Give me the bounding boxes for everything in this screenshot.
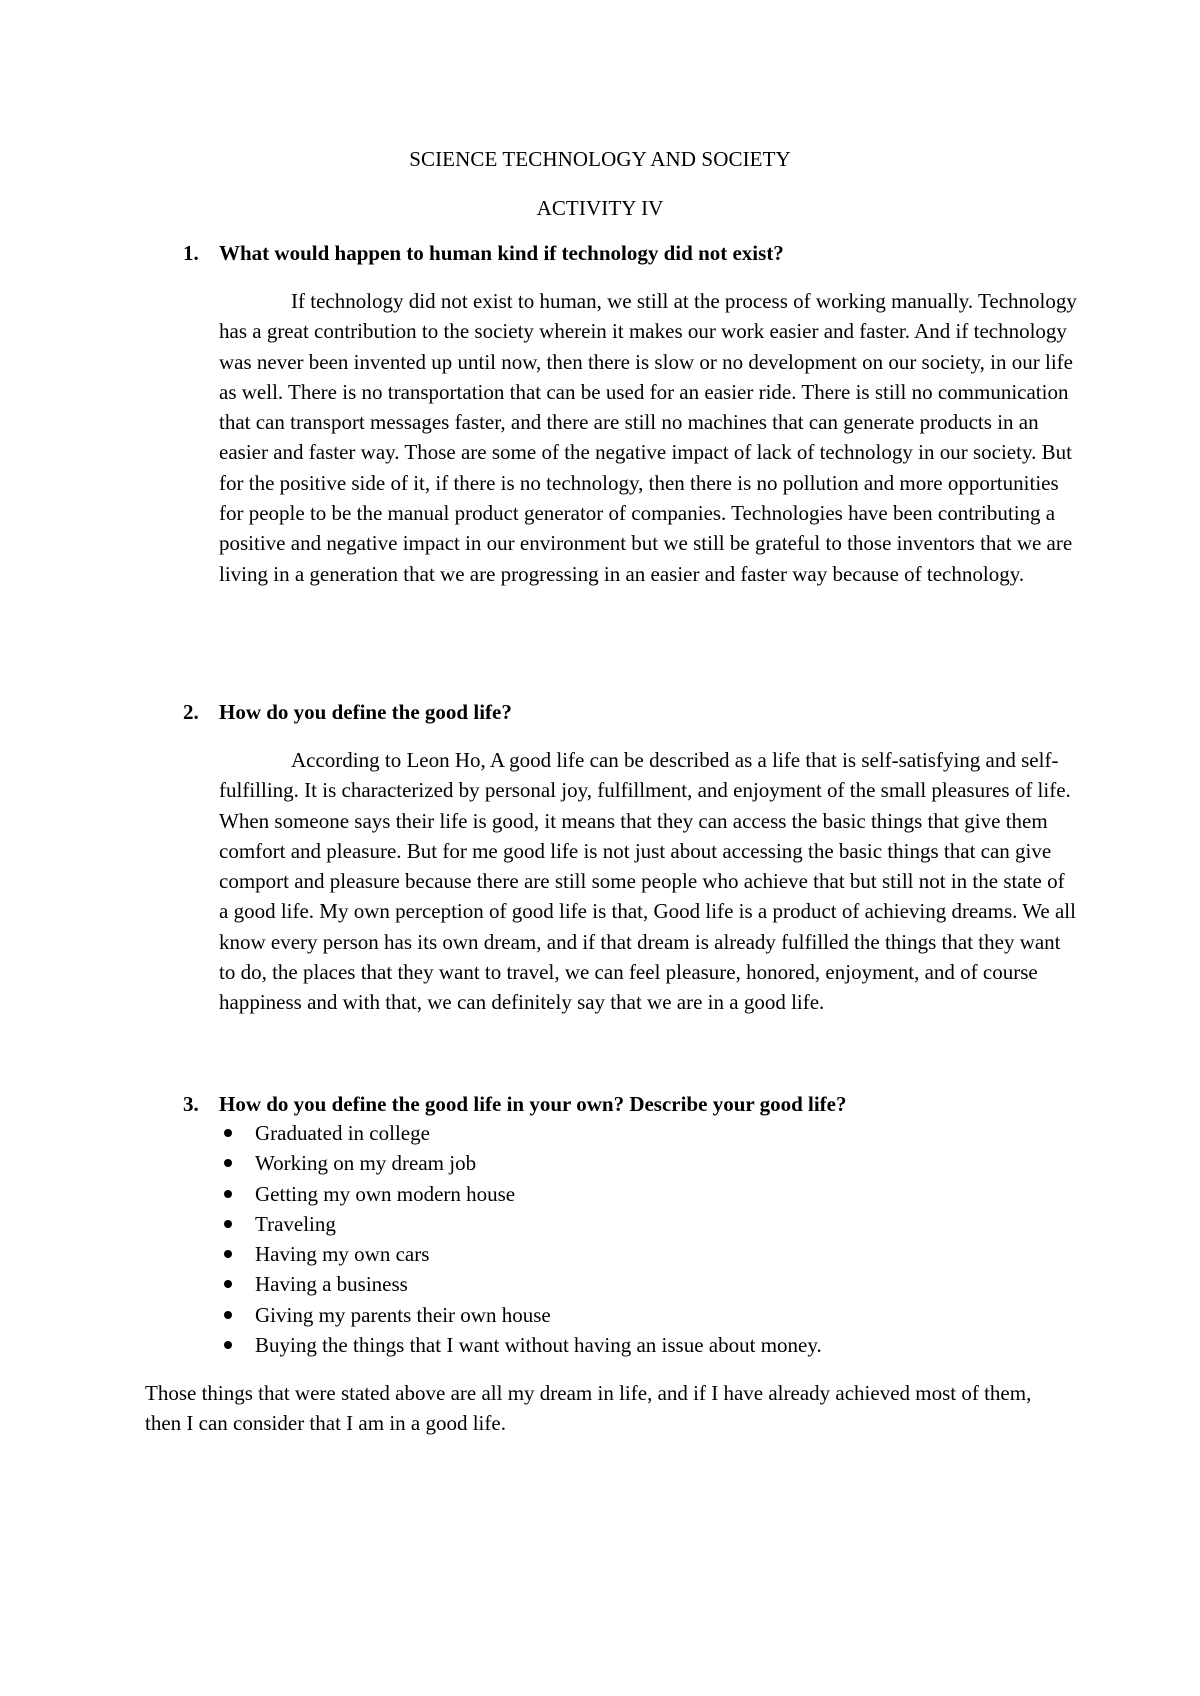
question-text: What would happen to human kind if technology did not exist?	[219, 241, 784, 265]
list-item: Graduated in college	[219, 1118, 822, 1148]
bullet-icon	[224, 1190, 232, 1198]
bullet-icon	[224, 1129, 232, 1137]
question-1	[183, 238, 784, 268]
document-title: SCIENCE TECHNOLOGY AND SOCIETY	[409, 147, 791, 171]
closing-paragraph: Those things that were stated above are all my dream in life, and if I have already achieved most of them, then I can consider that I am in a good life.	[145, 1381, 1032, 1436]
answer-2: According to Leon Ho, A good life can be described as a life that is self-satisfying and self-fulfilling. It is characterized by personal joy, fulfillment, and enjoyment of the small pleasures of life. When someone says their life is good, it means that they can access the basic things that give them comfort and pleasure. But for me good life is not just about accessing the basic things that can give comport and pleasure because there are still some people who achieve that but still not in the state of a good life. My own perception of good life is that, Good life is a product of achieving dreams. We all know every person has its own dream, and if that dream is already fulfilled the things that they want to do, the places that they want to travel, we can feel pleasure, honored, enjoyment, and of course happiness and with that, we can definitely say that we are in a good life.	[219, 748, 1076, 1015]
bullet-icon	[224, 1159, 232, 1167]
question-text: How do you define the good life?	[219, 700, 512, 724]
list-item: Getting my own modern house	[219, 1179, 822, 1209]
list-item: Having a business	[219, 1269, 822, 1299]
list-item: Having my own cars	[219, 1239, 822, 1269]
list-item: Traveling	[219, 1209, 822, 1239]
bullet-icon	[224, 1250, 232, 1258]
question-text: How do you define the good life in your own? Describe your good life?	[219, 1092, 847, 1116]
question-number: 2.	[183, 700, 199, 724]
question-number: 3.	[183, 1092, 199, 1116]
bullet-icon	[224, 1341, 232, 1349]
bullet-icon	[224, 1220, 232, 1228]
question-number: 1.	[183, 241, 199, 265]
answer-1: If technology did not exist to human, we still at the process of working manually. Technology has a great contribution to the society wherein it makes our work easier and faster. And if technology was never been invented up until now, then there is slow or no development on our society, in our life as well. There is no transportation that can be used for an easier ride. There is still no communication that can transport messages faster, and there are still no machines that can generate products in an easier and faster way. Those are some of the negative impact of lack of technology in our society. But for the positive side of it, if there is no technology, then there is no pollution and more opportunities for people to be the manual product generator of companies. Technologies have been contributing a positive and negative impact in our environment but we still be grateful to those inventors that we are living in a generation that we are progressing in an easier and faster way because of technology.	[219, 289, 1077, 586]
document-subtitle: ACTIVITY IV	[536, 196, 664, 220]
bullet-icon	[224, 1280, 232, 1288]
question-3	[183, 1089, 847, 1119]
list-item: Giving my parents their own house	[219, 1300, 822, 1330]
bullet-icon	[224, 1311, 232, 1319]
list-item: Buying the things that I want without having an issue about money.	[219, 1330, 822, 1360]
list-item: Working on my dream job	[219, 1148, 822, 1178]
good-life-list	[219, 1118, 822, 1360]
question-2	[183, 697, 512, 727]
